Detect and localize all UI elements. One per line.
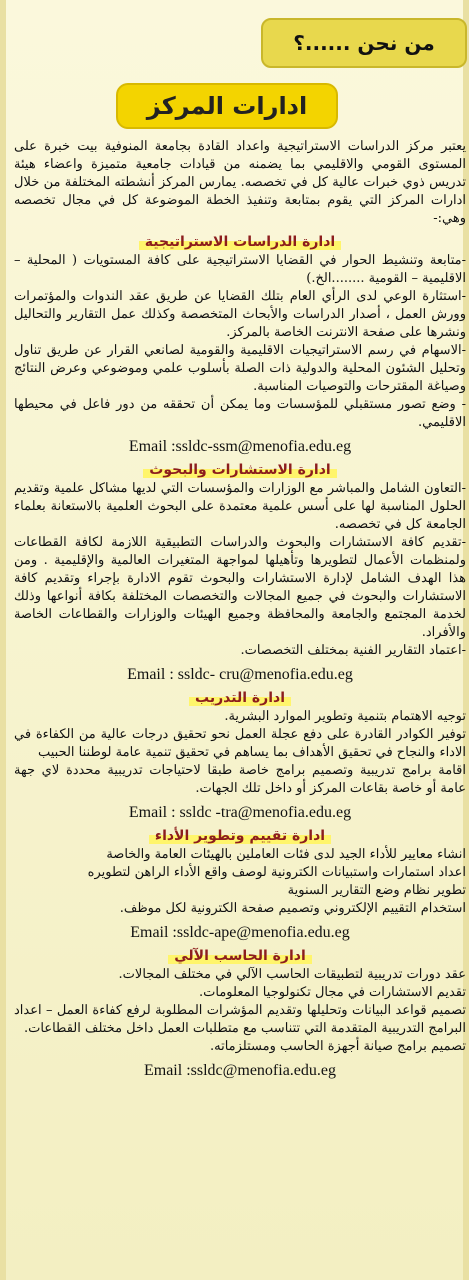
section-line: اقامة برامج تدريبية وتصميم برامج خاصة طبقا لاحتياجات تدريبية محددة لاي جهة عامة أو خاصة بقاعات المركز أو داخل تلك الجهات. (14, 763, 466, 796)
email-training[interactable]: Email : ssldc -tra@menofia.edu.eg (128, 804, 352, 821)
intro-paragraph: يعتبر مركز الدراسات الاستراتيجية واعداد القادة بجامعة المنوفية بيت خبرة على المستوى القومي والاقليمي بما يضمنه من قيادات جامعية متميزة واعضاء هيئة تدريس ذوي خبرات عالية كل في تخصصه. يمارس المركز أنشطته المختلفة من خلال ادارات المركز التي يقوم بمتابعة وتنفيذ الخطة الموضوعة كل في مجال تخصصه وهي:- (14, 139, 466, 226)
section-title-training: ادارة التدريب (189, 690, 291, 706)
section-line: - وضع تصور مستقبلي للمؤسسات وما يمكن أن تحققه من دور فاعل في محيطها الاقليمي. (14, 397, 466, 430)
section-line: انشاء معايير للأداء الجيد لدى فئات العاملين بالهيئات العامة والخاصة (106, 847, 466, 862)
section-line: -تقديم كافة الاستشارات والبحوث والدراسات التطبيقية اللازمة لكافة القطاعات ولمنظمات الأعمال لتطويرها وتأهيلها لمواجهة المتغيرات العالمية والإقليمية . ومن هذا الهدف الشامل لإدارة الاستشارات والبحوث تقوم الادارة بإجراء وتقديم كافة الاستشارات والبحوث في جميع المجالات والتخصصات المختلفة بكافة أنواعها وذلك لخدمة المجتمع والجامعة والمحافظة وجميع الهيئات والوزارات والقطاعات الخاصة والأفراد. (14, 535, 466, 640)
section-line: -اعتماد التقارير الفنية بمختلف التخصصات. (240, 643, 466, 658)
section-line: استخدام التقييم الإلكتروني وتصميم صفحة الكترونية لكل موظف. (119, 901, 466, 916)
section-title-computer: ادارة الحاسب الآلي (168, 948, 312, 964)
email-strategic-studies[interactable]: Email :ssldc-ssm@menofia.edu.eg (128, 438, 352, 455)
section-title-strategic-studies: ادارة الدراسات الاستراتيجية (139, 234, 341, 250)
section-line: تطوير نظام وضع التقارير السنوية (287, 883, 466, 898)
content-body (14, 138, 466, 1082)
section-line: -متابعة وتنشيط الحوار في القضايا الاستراتيجية على كافة المستويات ( المحلية – الاقليمية – القومية ........الخ.) (14, 253, 466, 286)
email-consulting-research[interactable]: Email : ssldc- cru@menofia.edu.eg (127, 666, 353, 683)
section-line: -التعاون الشامل والمباشر مع الوزارات والمؤسسات التي لديها مشاكل علمية وتقديم الحلول المناسبة لها على أسس علمية معتمدة على البحوث العلمية بالاستعانة بعلماء الجامعة كل في تخصصه. (14, 481, 466, 532)
section-line: اعداد استمارات واستبيانات الكترونية لوصف واقع الأداء الراهن لتطويره (87, 865, 466, 880)
section-title-performance: ادارة تقييم وتطوير الأداء (149, 828, 331, 844)
email-performance[interactable]: Email :ssldc-ape@menofia.edu.eg (130, 924, 350, 941)
section-line: -استثارة الوعي لدى الرأي العام بتلك القضايا عن طريق عقد الندوات والمؤتمرات وورش العمل ، أصدار الدراسات والأبحاث المتخصصة وكذلك عمل التقارير والتحاليل ونشرها على صفحة الانترنت الخاصة بالمركز. (14, 289, 466, 340)
section-line: -الاسهام في رسم الاستراتيجيات الاقليمية والقومية لصانعي القرار عن طريق تناول وتحليل الشئون المحلية والدولية ذات الصلة بأسلوب علمي وموضوعي وعرض النتائج وصياغة المقترحات والتوصيات المناسبة. (14, 343, 466, 394)
who-are-we-banner: من نحن ......؟ (261, 18, 467, 68)
section-line: توجيه الاهتمام بتنمية وتطوير الموارد البشرية. (224, 709, 466, 724)
section-line: توفير الكوادر القادرة على دفع عجلة العمل نحو تحقيق درجات عالية من الكفاءة في الاداء والنجاح في تحقيق الأهداف بما يساهم في تحقيق تنمية عامة لوطننا الحبيب (14, 727, 466, 760)
email-computer[interactable]: Email :ssldc@menofia.edu.eg (143, 1062, 336, 1079)
section-line: تصميم قواعد البيانات وتحليلها وتقديم المؤشرات المطلوبة لرفع كفاءة العمل – اعداد البرامج التدريبية المتقدمة التي تتناسب مع متطلبات العمل داخل مختلف القطاعات. (14, 1003, 466, 1036)
section-title-consulting-research: ادارة الاستشارات والبحوث (143, 462, 336, 478)
center-departments-title: ادارات المركز (116, 83, 338, 129)
section-line: تقديم الاستشارات في مجال تكنولوجيا المعلومات. (199, 985, 466, 1000)
section-line: تصميم برامج صيانة أجهزة الحاسب ومستلزماته. (209, 1039, 466, 1054)
section-line: عقد دورات تدريبية لتطبيقات الحاسب الآلي في مختلف المجالات. (118, 967, 466, 982)
